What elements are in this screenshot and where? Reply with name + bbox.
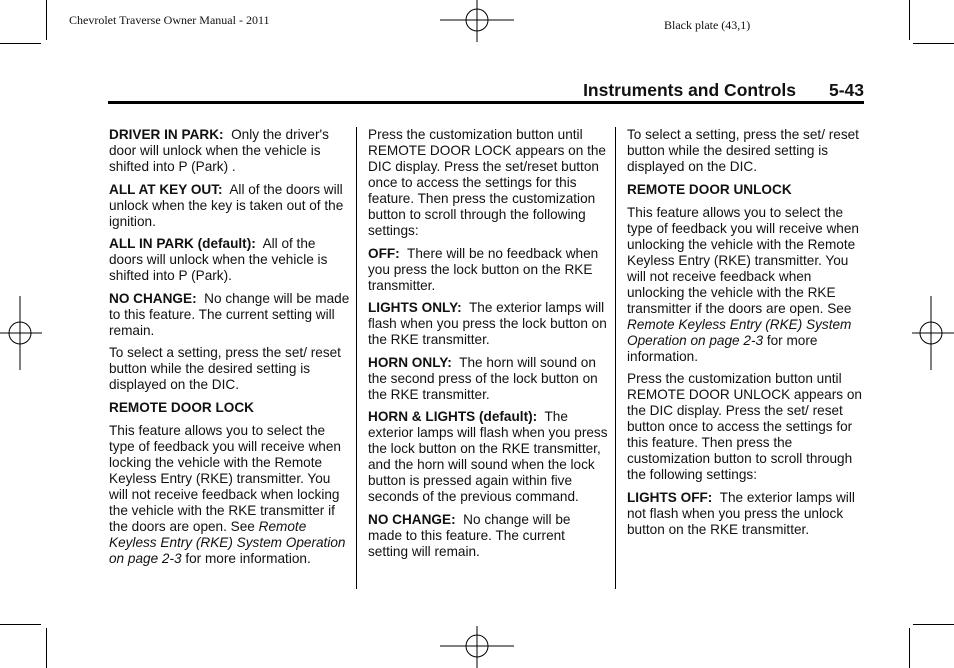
column-2 bbox=[368, 127, 608, 566]
paragraph-horn-and-lights bbox=[368, 409, 608, 505]
term-label: DRIVER IN PARK: bbox=[109, 127, 224, 142]
header-rule bbox=[108, 101, 864, 104]
registration-mark-left bbox=[0, 296, 44, 372]
term-label: HORN ONLY: bbox=[368, 354, 452, 370]
paragraph-text: Only the driver's door will unlock when the vehicle is shifted into P (Park) . bbox=[109, 127, 329, 174]
paragraph-text: The exterior lamps will flash when you press the lock button on the RKE transmitter, and the horn will sound when the lock button is pressed again within five seconds of the previous command. bbox=[368, 409, 608, 504]
paragraph-customization-instructions: Press the customization button until REMOTE DOOR LOCK appears on the DIC display. Press the set/reset button once to access the settings for this feature. Then press the customization button to scroll through the following settings: bbox=[368, 127, 606, 238]
paragraph-lights-off bbox=[627, 490, 863, 538]
registration-mark-bottom bbox=[440, 624, 516, 668]
paragraph-text: The exterior lamps will flash when you press the lock button on the RKE transmitter. bbox=[368, 300, 607, 347]
paragraph-lights-only bbox=[368, 300, 608, 348]
paragraph-text: The horn will sound on the second press of the lock button on the RKE transmitter. bbox=[368, 354, 598, 402]
paragraph-horn-only bbox=[368, 355, 608, 403]
paragraph-off bbox=[368, 246, 608, 294]
paragraph-text: This feature allows you to select the type of feedback you will receive when locking the vehicle with the Remote Keyless Entry (RKE) transmitter. You will not receive feedback when locking the vehicle with the RKE transmitter if the doors are open. See bbox=[109, 422, 341, 534]
column-1 bbox=[109, 127, 351, 573]
term-label: OFF: bbox=[368, 245, 400, 261]
paragraph-no-change bbox=[109, 291, 351, 339]
heading-remote-door-lock: REMOTE DOOR LOCK bbox=[109, 399, 254, 415]
column-divider-1 bbox=[356, 127, 357, 589]
paragraph-all-at-key-out bbox=[109, 182, 351, 230]
paragraph-select-setting: To select a setting, press the set/ reset button while the desired setting is displayed on the DIC. bbox=[627, 127, 859, 174]
paragraph-feature-description bbox=[109, 423, 351, 567]
paragraph-select-setting: To select a setting, press the set/ reset button while the desired setting is displayed on the DIC. bbox=[109, 345, 341, 392]
paragraph-text: for more information. bbox=[627, 332, 818, 364]
paragraph-text: No change will be made to this feature. The current setting will remain. bbox=[109, 290, 350, 338]
paragraph-text: This feature allows you to select the type of feedback you will receive when unlocking the vehicle with the Remote Keyless Entry (RKE) transmitter. You will not receive feedback when unlocking the vehicle with the RKE transmitter if the doors are open. See bbox=[627, 204, 859, 316]
term-label: NO CHANGE: bbox=[368, 511, 456, 527]
paragraph-text: No change will be made to this feature. The current setting will remain. bbox=[368, 511, 571, 559]
plate-label: Black plate (43,1) bbox=[664, 18, 751, 32]
paragraph-text: All of the doors will unlock when the vehicle is shifted into P (Park). bbox=[109, 236, 328, 283]
cross-reference: Remote Keyless Entry (RKE) System Operation on page 2-3 bbox=[109, 518, 346, 566]
registration-mark-top bbox=[440, 0, 516, 44]
cross-reference: Remote Keyless Entry (RKE) System Operation on page 2-3 bbox=[627, 316, 852, 348]
term-label: ALL IN PARK (default): bbox=[109, 236, 256, 251]
paragraph-text: The exterior lamps will not flash when you press the unlock button on the RKE transmitter. bbox=[627, 489, 855, 537]
paragraph-text: There will be no feedback when you press the lock button on the RKE transmitter. bbox=[368, 245, 599, 293]
column-3 bbox=[627, 127, 863, 544]
document-title: Chevrolet Traverse Owner Manual - 2011 bbox=[69, 13, 270, 27]
page-number: 5-43 bbox=[828, 80, 864, 100]
paragraph-no-change bbox=[368, 512, 608, 560]
column-divider-2 bbox=[615, 127, 616, 589]
term-label: NO CHANGE: bbox=[109, 290, 197, 306]
term-label: LIGHTS OFF: bbox=[627, 489, 713, 505]
paragraph-customization-instructions: Press the customization button until REMOTE DOOR UNLOCK appears on the DIC display. Press the set/ reset button once to access the settings for this feature. Then press the customization button to scroll through the following settings: bbox=[627, 371, 862, 482]
term-label: HORN & LIGHTS (default): bbox=[368, 409, 538, 424]
term-label: ALL AT KEY OUT: bbox=[109, 181, 223, 197]
term-label: LIGHTS ONLY: bbox=[368, 300, 462, 315]
paragraph-all-in-park bbox=[109, 236, 351, 284]
registration-mark-right bbox=[910, 296, 954, 372]
section-title: Instruments and Controls bbox=[583, 80, 796, 100]
paragraph-driver-in-park bbox=[109, 127, 351, 175]
paragraph-text: All of the doors will unlock when the key is taken out of the ignition. bbox=[109, 181, 344, 229]
heading-remote-door-unlock: REMOTE DOOR UNLOCK bbox=[627, 181, 792, 197]
paragraph-feature-description bbox=[627, 205, 863, 365]
paragraph-text: for more information. bbox=[185, 550, 311, 566]
